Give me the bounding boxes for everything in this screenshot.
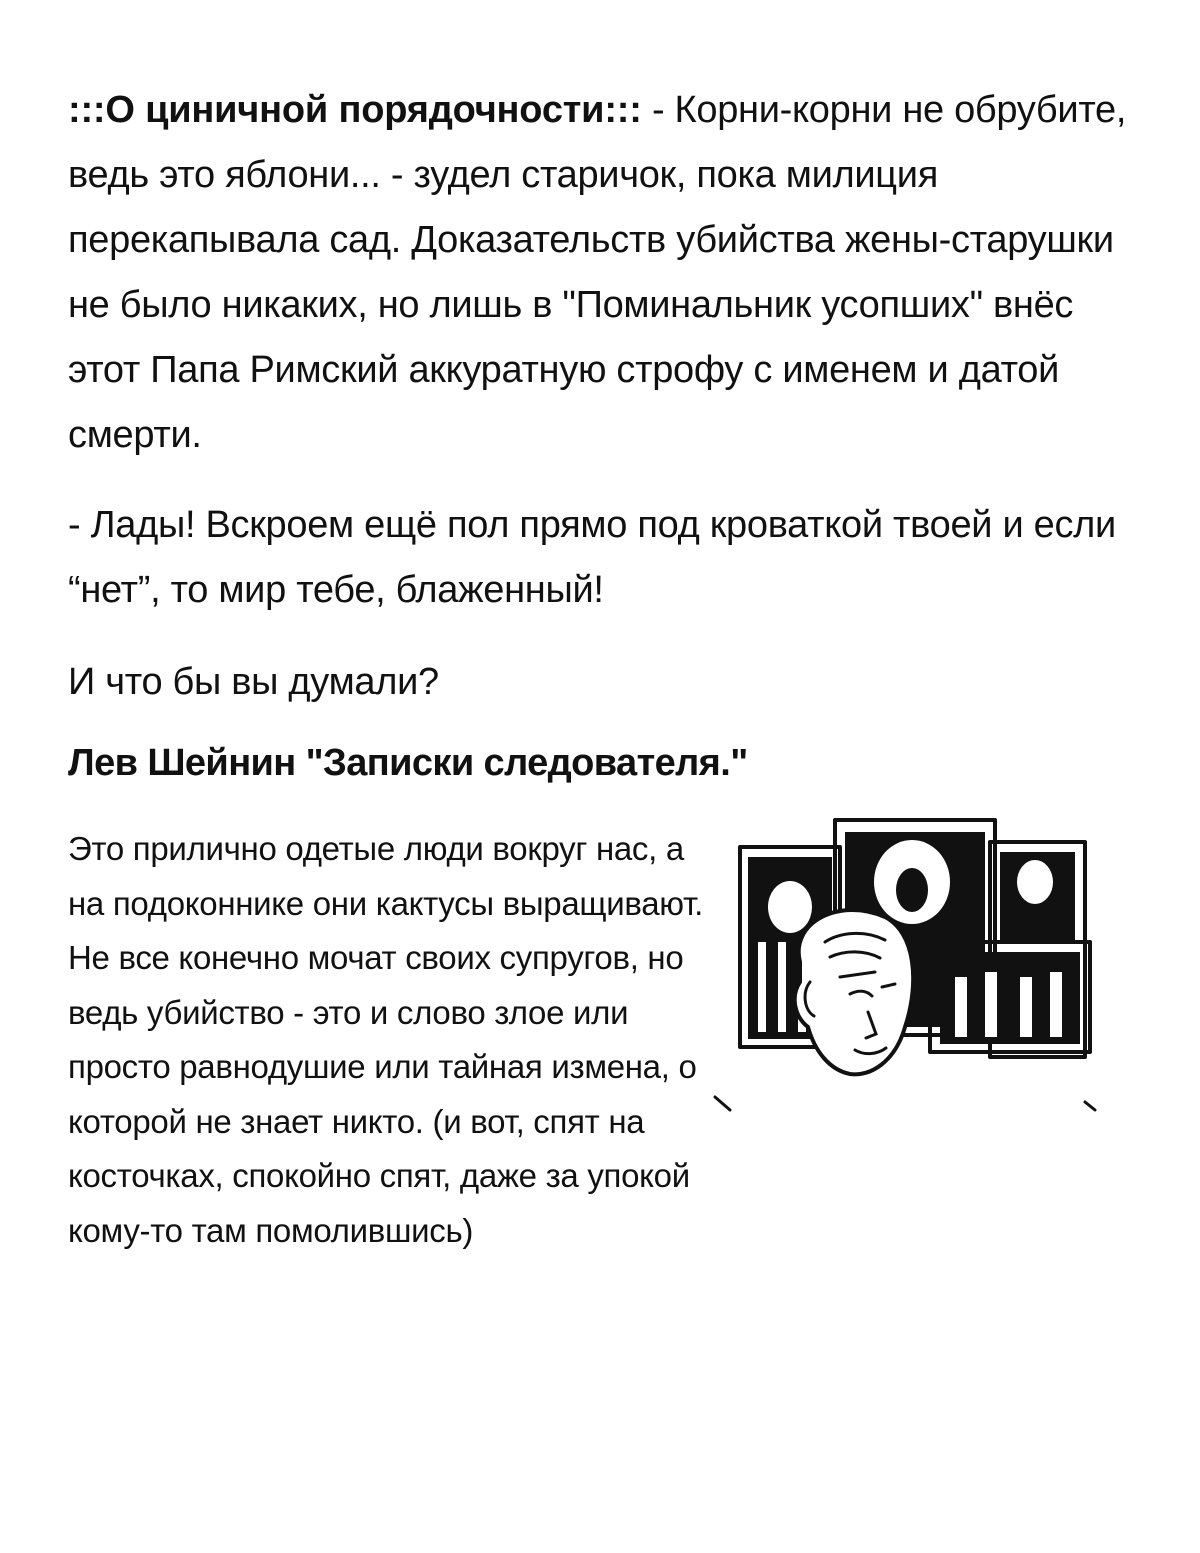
- intro-paragraph: [68, 78, 1138, 468]
- question-paragraph: И что бы вы думали?: [68, 661, 439, 703]
- dialogue-paragraph: - Лады! Вскроем ещё пол прямо под кроваткой твоей и если “нет”, то мир тебе, блаженный!: [68, 504, 1116, 611]
- side-paragraph: Это прилично одетые люди вокруг нас, а на подоконнике они кактусы выращивают. Не все конечно мочат своих супругов, но ведь убийство - это и слово злое или просто равнодушие или тайная измена, о которой не знает никто. (и вот, спят на косточках, спокойно спят, даже за упокой кому-то там помолившись): [68, 830, 704, 1249]
- intro-text: - Корни-корни не обрубите, ведь это яблони... - зудел старичок, пока милиция перекапывала сад. Доказательств убийства жены-старушки не было никаких, но лишь в "Поминальник усопших" внёс этот Папа Римский аккуратную строфу с именем и датой смерти.: [68, 89, 1127, 456]
- story-title: :::О циничной порядочности:::: [68, 89, 642, 131]
- old-man-with-icons-drawing: [690, 812, 1110, 1112]
- source-citation: Лев Шейнин "Записки следователя.": [68, 742, 748, 784]
